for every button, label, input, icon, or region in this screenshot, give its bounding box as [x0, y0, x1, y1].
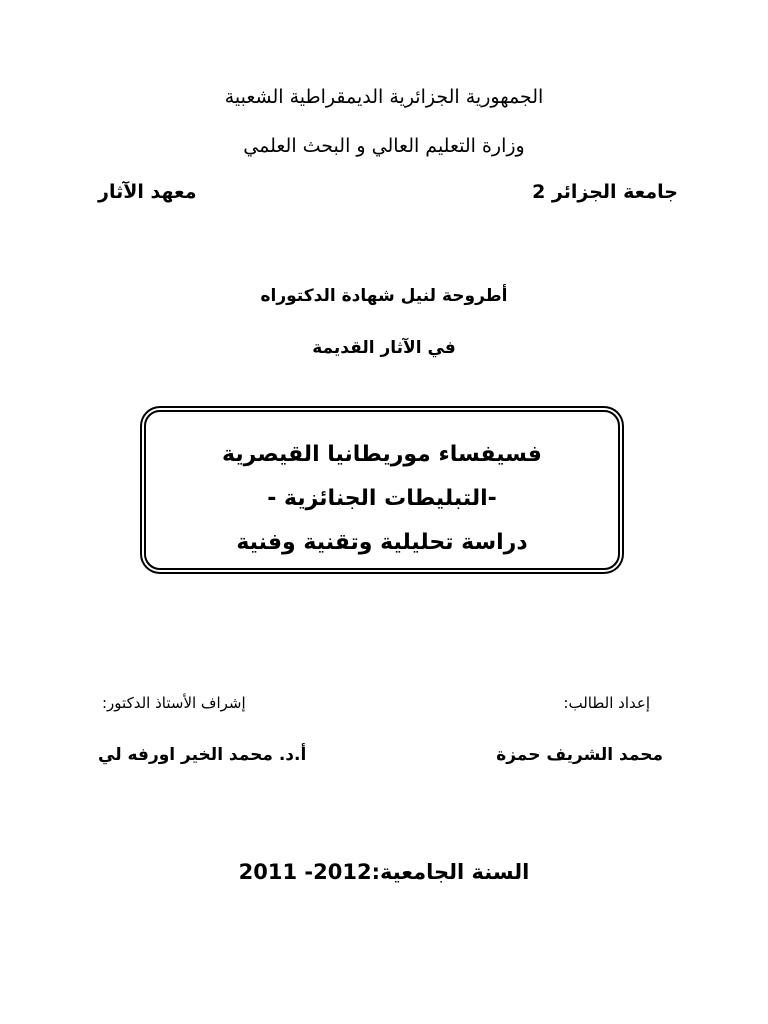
title-line-1: فسيفساء موريطانيا القيصرية [222, 442, 542, 467]
university-name: جامعة الجزائر 2 [532, 181, 678, 203]
thesis-purpose: أطروحة لنيل شهادة الدكتوراه [260, 286, 508, 306]
title-line-2: -التبليطات الجنائزية - [267, 486, 497, 511]
institute-name: معهد الآثار [98, 181, 197, 203]
student-name: محمد الشريف حمزة [496, 745, 663, 765]
academic-year-value: 2011 -2012 [238, 860, 372, 884]
ministry-heading: وزارة التعليم العالي و البحث العلمي [243, 135, 525, 157]
thesis-field: في الآثار القديمة [312, 338, 456, 358]
academic-year [0, 860, 768, 884]
academic-year-label: السنة الجامعية: [371, 860, 530, 884]
student-label: إعداد الطالب: [563, 694, 650, 712]
supervisor-name: أ.د. محمد الخير اورفه لي [98, 745, 307, 765]
title-box [144, 410, 620, 570]
supervisor-label: إشراف الأستاذ الدكتور: [102, 694, 246, 712]
title-line-3: دراسة تحليلية وتقنية وفنية [236, 530, 528, 555]
republic-heading: الجمهورية الجزائرية الديمقراطية الشعبية [224, 86, 544, 108]
